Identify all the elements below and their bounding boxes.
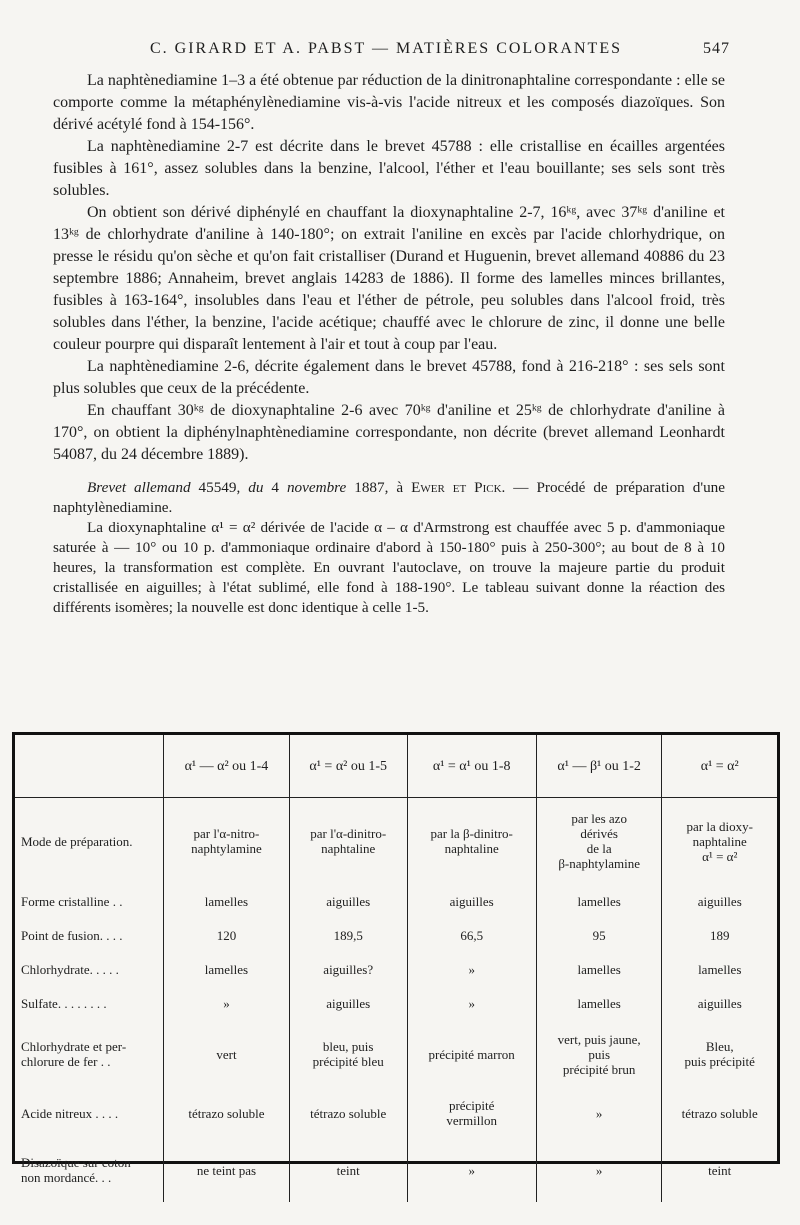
table-cell: » [407,1138,536,1202]
table-row [15,884,777,918]
paragraph: La naphtènediamine 2-7 est décrite dans le brevet 45788 : elle cristallise en écailles argentées fusibles à 161°, assez solubles dans la benzine, l'alcool, l'éther et l'eau bouillante; ses sels sont très solubles. [53,138,725,199]
paragraph: En chauffant 30ᵏᵍ de dioxynaphtaline 2-6 avec 70ᵏᵍ d'aniline et 25ᵏᵍ de chlorhydrate d'aniline à 170°, on obtient la diphénylnaphtènediamine correspondante, non décrite (brevet allemand Leonhardt 54087, du 24 décembre 1889). [53,402,725,463]
table-cell: vert [164,1020,290,1088]
paragraph: La naphtènediamine 2-6, décrite également dans le brevet 45788, fond à 216-218° : ses sels sont plus solubles que ceux de la précédente. [53,358,725,397]
table-cell: tétrazo soluble [289,1088,407,1138]
patent-heading-du: du [248,479,264,496]
column-header: α¹ = α¹ ou 1-8 [407,735,536,798]
table-cell: tétrazo soluble [164,1088,290,1138]
table-cell: aiguilles [662,986,777,1020]
page-number: 547 [703,40,730,57]
row-label: Forme cristalline . . [21,893,123,909]
table-cell: Bleu, puis précipité [662,1020,777,1088]
header-title: C. GIRARD ET A. PABST — MATIÈRES COLORANTES [150,40,622,57]
table-cell: » [536,1138,662,1202]
table-cell: 189,5 [289,918,407,952]
table-cell: ne teint pas [164,1138,290,1202]
table-cell: aiguilles [289,986,407,1020]
column-header: α¹ = α² [662,735,777,798]
table-cell: » [164,986,290,1020]
table-cell: lamelles [536,952,662,986]
column-header: α¹ — β¹ ou 1-2 [536,735,662,798]
table-cell: par la β-dinitro- naphtaline [407,798,536,885]
table-body [15,798,777,1203]
paragraph: La naphtènediamine 1–3 a été obtenue par réduction de la dinitronaphtaline correspondante : elle se comporte comme la métaphénylènediamine vis-à-vis l'acide nitreux et les composés diazoïques. Son dérivé acétylé fond à 154-156°. [53,72,725,133]
table-cell: aiguilles [289,884,407,918]
table-cell: précipité vermillon [407,1088,536,1138]
patent-heading-number: 45549, [190,479,249,496]
table-cell: aiguilles [662,884,777,918]
body-text [53,70,725,618]
table-cell: par l'α-nitro- naphtylamine [164,798,290,885]
table-cell: précipité marron [407,1020,536,1088]
table-cell: lamelles [536,986,662,1020]
row-label: Sulfate. . . . . . . . [21,995,107,1011]
patent-paragraph: La dioxynaphtaline α¹ = α² dérivée de l'acide α – α d'Armstrong est chauffée avec 5 p. d'ammoniaque saturée à — 10° ou 10 p. d'ammoniaque ordinaire d'abord à 150-180° puis à 250-300°; au bout de 8 à 10 heures, la transformation est complète. En ouvrant l'autoclave, on trouve la majeure partie du produit cristallisée en aiguilles; à l'état sublimé, elle fond à 188-190°. Le tableau suivant donne la réaction des différents isomères; la nouvelle est donc identique à celle 1-5. [53,519,725,616]
table-cell: » [407,986,536,1020]
table-cell: par la dioxy- naphtaline α¹ = α² [662,798,777,885]
paragraph: On obtient son dérivé diphénylé en chauffant la dioxynaphtaline 2-7, 16ᵏᵍ, avec 37ᵏᵍ d'aniline et 13ᵏᵍ de chlorhydrate d'aniline à 140-180°; on extrait l'aniline en excès par l'acide chlorhydrique, on presse le résidu qu'on sèche et qu'on fait cristalliser (Durand et Huguenin, brevet allemand 40886 du 23 septembre 1886; Annaheim, brevet anglais 14283 de 1886). Il forme des lamelles minces brillantes, fusibles à 163-164°, insolubles dans l'eau et l'éther de pétrole, peu solubles dans l'alcool froid, très solubles dans l'éther, la benzine, l'acide acétique; chauffé avec le chlorure de zinc, il donne une belle couleur pourpre qui disparaît lentement à l'air et tout à coup par l'eau. [53,204,725,353]
table-cell: vert, puis jaune, puis précipité brun [536,1020,662,1088]
table-cell: 66,5 [407,918,536,952]
table-row [15,952,777,986]
table-cell: lamelles [536,884,662,918]
table-cell: lamelles [662,952,777,986]
table-row [15,1088,777,1138]
isomer-table [12,732,780,1185]
column-header: α¹ — α² ou 1-4 [164,735,290,798]
table-cell: 95 [536,918,662,952]
table-row [15,1020,777,1088]
table-row [15,1138,777,1202]
table-cell: par l'α-dinitro- naphtaline [289,798,407,885]
table-cell: » [407,952,536,986]
patent-heading-label: Brevet allemand [87,479,191,496]
row-label: Chlorhydrate. . . . . [21,961,119,977]
patent-heading-month: novembre [286,479,347,496]
table-cell: 189 [662,918,777,952]
table-row [15,918,777,952]
table-cell: 120 [164,918,290,952]
table-corner-cell [15,735,164,798]
running-header [150,40,730,64]
patent-heading-authors: Ewer et Pick [411,479,502,496]
table-row [15,986,777,1020]
patent-heading [53,478,725,518]
table-header-row [15,735,777,798]
table-cell: aiguilles? [289,952,407,986]
table-cell: aiguilles [407,884,536,918]
row-label: Disazoïque sur coton non mordancé. . . [21,1155,131,1185]
table-cell: bleu, puis précipité bleu [289,1020,407,1088]
table-cell: lamelles [164,952,290,986]
table-cell: teint [289,1138,407,1202]
isomer-table-grid [15,735,777,1202]
row-label: Point de fusion. . . . [21,927,123,943]
table-cell: lamelles [164,884,290,918]
column-header: α¹ = α² ou 1-5 [289,735,407,798]
table-cell: tétrazo soluble [662,1088,777,1138]
table-cell: » [536,1088,662,1138]
patent-heading-day: 4 [263,479,287,496]
table-cell: teint [662,1138,777,1202]
patent-heading-rest: . — Procédé de préparation d'une naphtylènediamine. [53,479,725,516]
row-label: Acide nitreux . . . . [21,1105,119,1121]
table-cell: par les azo dérivés de la β-naphtylamine [536,798,662,885]
table-row [15,798,777,885]
patent-heading-year: 1887, à [346,479,412,496]
row-label: Mode de préparation. [21,833,133,849]
row-label: Chlorhydrate et per- chlorure de fer . . [21,1039,127,1069]
